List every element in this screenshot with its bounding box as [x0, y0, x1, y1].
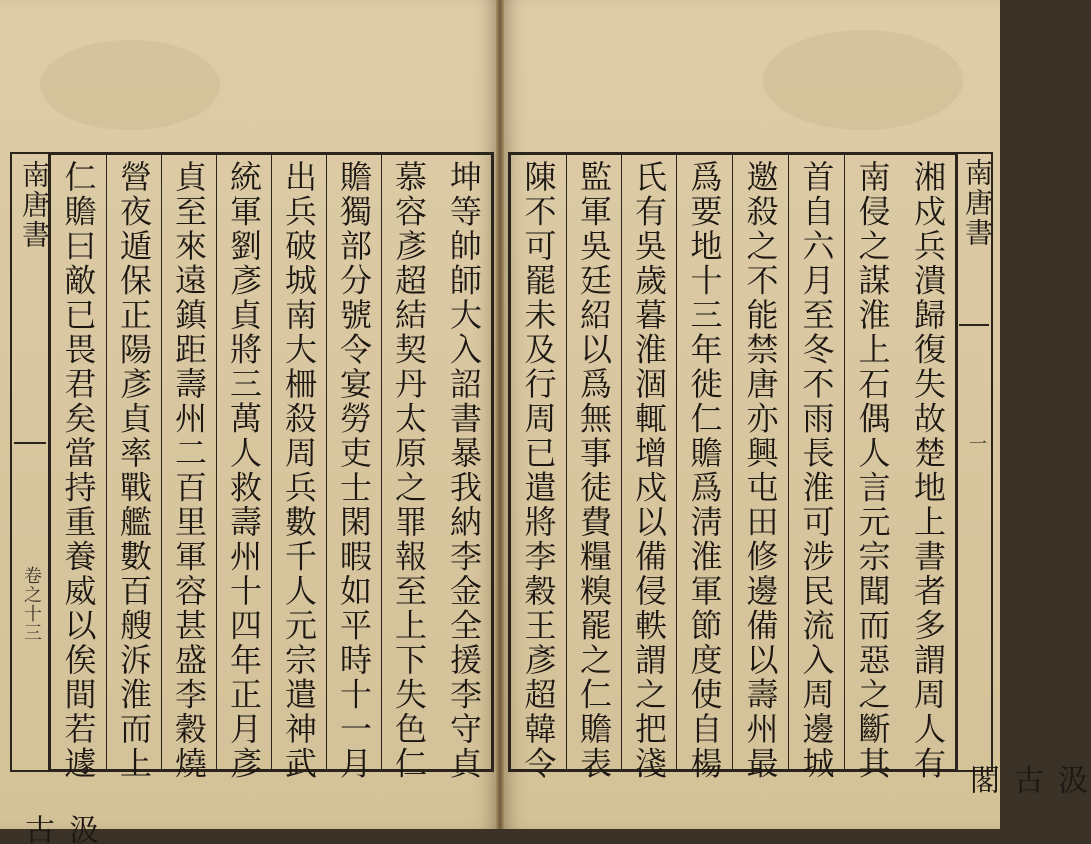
column-text: 爲要地十三年徙仁贍爲淸淮軍節度使自楊 [685, 160, 724, 781]
text-column [106, 154, 161, 781]
column-text: 統軍劉彥貞將三萬人救壽州十四年正月彥 [225, 160, 263, 781]
right-text-frame [508, 152, 958, 781]
column-text: 坤等帥師大入詔書暴我納李金全援李守貞 [445, 160, 483, 781]
column-text: 首自六月至冬不雨長淮可涉民流入周邊城 [797, 160, 836, 781]
text-column [271, 154, 326, 781]
text-column [510, 154, 566, 781]
column-text: 仁贍曰敵已畏君矣當持重養威以俟間若遽 [59, 160, 98, 781]
column-text: 出兵破城南大柵殺周兵數千人元宗遣神武 [280, 160, 318, 781]
left-margin-press: 汲古 [19, 814, 98, 844]
text-column [788, 154, 844, 781]
text-column [844, 154, 900, 781]
column-text: 陳不可罷未及行周已遣將李穀王彥超韓令 [519, 160, 558, 781]
text-column [161, 154, 216, 781]
column-text: 邀殺之不能禁唐亦興屯田修邊備以壽州最 [741, 160, 780, 781]
text-column [676, 154, 732, 781]
text-column [732, 154, 788, 781]
column-text: 貞至來遠鎮距壽州二百里軍容甚盛李穀燒 [170, 160, 208, 781]
text-column [621, 154, 676, 781]
text-column [326, 154, 381, 781]
text-column [216, 154, 271, 781]
text-column [50, 154, 106, 781]
fishtail-mark [959, 324, 989, 326]
text-column [436, 154, 492, 781]
column-text: 氏有吳歲暮淮涸輒增戍以備侵軼謂之把淺 [630, 160, 668, 781]
column-text: 湘戍兵潰歸復失故楚地上書者多謂周人有 [909, 160, 947, 781]
right-margin-page-number: 一 [966, 434, 987, 452]
text-column [900, 154, 956, 781]
right-page-margin-strip [956, 152, 1087, 794]
text-column [566, 154, 621, 781]
column-text: 南侵之謀淮上石偶人言元宗聞而惡之斷其 [853, 160, 892, 781]
column-text: 營夜遁保正陽彥貞率戰艦數百艘泝淮而上 [115, 160, 153, 781]
right-margin-book-title: 南唐書 [961, 158, 994, 248]
left-text-frame [48, 152, 494, 781]
text-column [381, 154, 436, 781]
column-text: 監軍吳廷紹以爲無事徒費糧糗罷之仁贍表 [575, 160, 613, 781]
column-text: 慕容彥超結契丹太原之罪報至上下失色仁 [390, 160, 428, 781]
left-margin-juan: 卷之十三 [21, 566, 42, 642]
left-margin-book-title: 南唐書 [18, 160, 51, 250]
paper-stain [40, 40, 220, 130]
paper-stain [763, 30, 963, 130]
column-text: 贍獨部分號令宴勞吏士閑暇如平時十一月 [335, 160, 373, 781]
book-gutter [496, 0, 504, 829]
fishtail-mark [14, 442, 46, 444]
right-margin-press: 汲古閣 [964, 764, 1087, 794]
